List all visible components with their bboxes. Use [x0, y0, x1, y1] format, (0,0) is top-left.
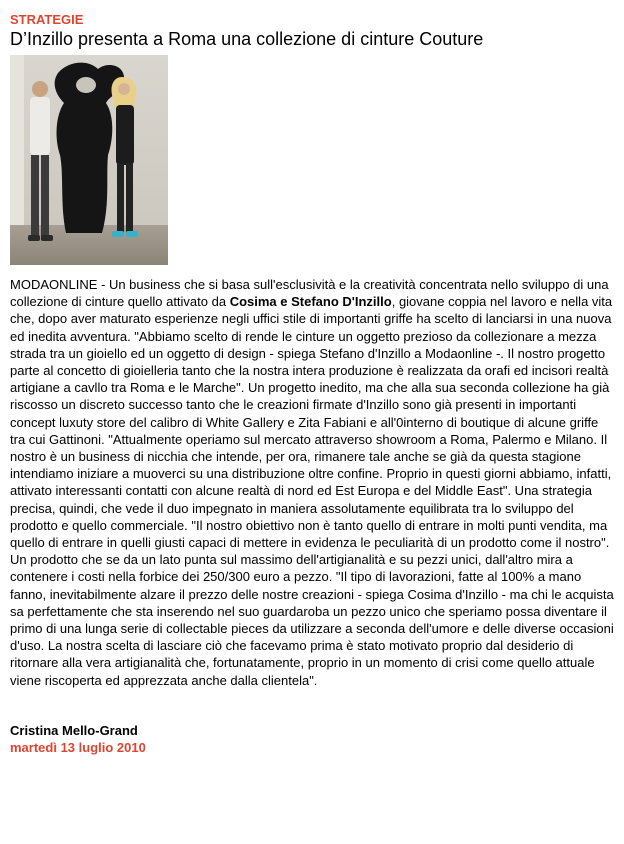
article-body-names: Cosima e Stefano D'Inzillo	[229, 294, 392, 310]
article-date: martedì 13 luglio 2010	[10, 739, 146, 755]
article-photo	[10, 55, 168, 265]
article-signature	[10, 722, 614, 756]
article	[10, 12, 614, 756]
article-author: Cristina Mello-Grand	[10, 722, 138, 738]
article-body-text: , giovane coppia nel lavoro e nella vita che, dopo aver maturato esperienze negli uffici stile di importanti griffe ha scelto di lanciarsi in una nuova ed inedita avventura. "Abbiamo scelto di rende le cinture un oggetto prezioso da collezionare a mezza strada tra un gioiello ed un oggetto di design - spiega Stefano d'Inzillo a Modaonline -. Il nostro progetto parte al concetto di gioielleria tanto che la nostra intera produzione è realizzata da orafi ed incisori realtà artigiane a cavllo tra Roma e le Marche". Un progetto inedito, ma che alla sua seconda collezione ha già riscosso un discreto successo tanto che le creazioni firmate d'Inzillo sono già presenti in importanti concept luxuty store del calibro di White Gallery e Zita Fabiani e all'0interno di boutique di alcune griffe tra cui Gattinoni. "Attualmente operiamo sul mercato attraverso showroom a Roma, Palermo e Milano. Il nostro è un business di nicchia che intende, per ora, rimanere tale anche se già da questa stagione intendiamo iniziare a muoverci su una distribuzione oltre confine. Proprio in questi giorni abbiamo, infatti, attivato interessanti contatti con alcune realtà di nord ed Est Europa e del Middle East". Una strategia precisa, quindi, che vede il duo impegnato in maniera assolutamente equilibrata tra lo sviluppo del prodotto e quello commerciale. "Il nostro obiettivo non è tanto quello di entrare in molti punti vendita, ma quello di entrare in quelli giusti capaci di mettere in evidenza le peculiarità di un prodotto come il nostro". Un prodotto che se da un lato punta sul massimo dell'artigianalità e su pezzi unici, dall'altro mira a contenere i costi nella forbice dei 250/300 euro a pezzo. "Il tipo di lavorazioni, fatte al 100% a mano fanno, inevitabilmente alzare il prezzo delle nostre creazioni - spiega Cosima d'Inzillo - ma chi le acquista sa perfettamente che sta inserendo nel suo guardaroba un pezzo unico che speriamo possa diventare il primo di una lunga serie di collectable pieces da utilizzare a seconda dell'umore e delle diverse occasioni d'uso. La nostra scelta di lasciare ciò che facevamo prima è stato motivato proprio dal desiderio di ritornare alla vera artigianalità che, fortunatamente, proprio in un momento di crisi come quello attuale viene riscoperta ed apprezzata anche dalla clientela".	[10, 294, 614, 688]
article-body-intro: MODAONLINE - Un business che si basa sull'esclusività e la creatività concentrata nello sviluppo di una collezione di cinture quello attivato da	[10, 277, 609, 310]
article-body	[10, 276, 614, 689]
article-category: STRATEGIE	[10, 12, 84, 27]
article-title: D’Inzillo presenta a Roma una collezione di cinture Couture	[10, 29, 484, 49]
